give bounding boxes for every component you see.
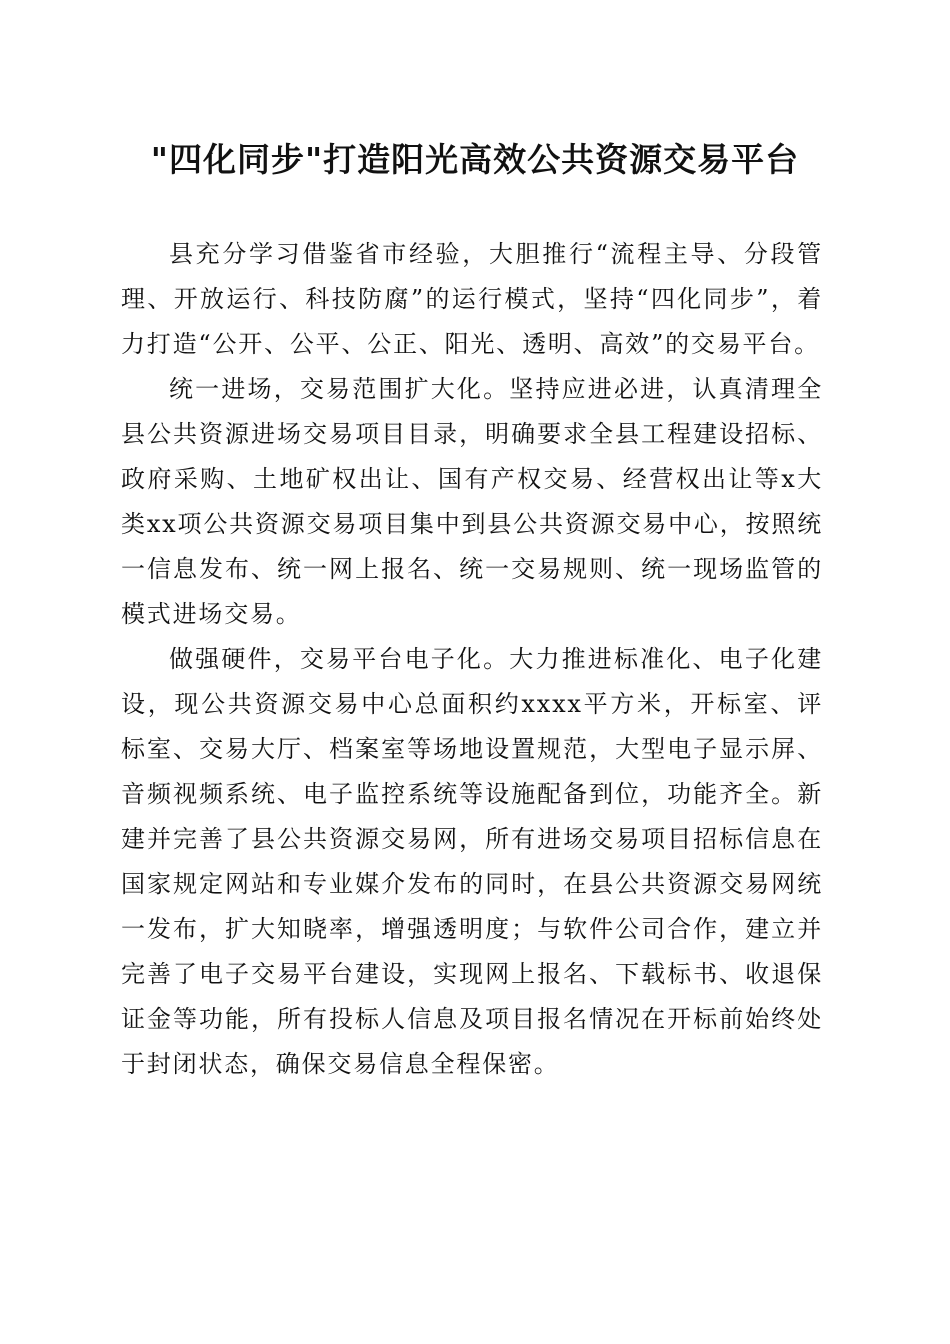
paragraph-hardware: 做强硬件，交易平台电子化。大力推进标准化、电子化建设，现公共资源交易中心总面积约xxxx平方米，开标室、评标室、交易大厅、档案室等场地设置规范，大型电子显示屏、音频视频系统、电子监控系统等设施配备到位，功能齐全。新建并完善了县公共资源交易网，所有进场交易项目招标信息在国家规定网站和专业媒介发布的同时，在县公共资源交易网统一发布，扩大知晓率，增强透明度；与软件公司合作，建立并完善了电子交易平台建设，实现网上报名、下载标书、收退保证金等功能，所有投标人信息及项目报名情况在开标前始终处于封闭状态，确保交易信息全程保密。	[121, 645, 823, 1078]
document-body	[121, 232, 823, 1087]
paragraph-unified-entry: 统一进场，交易范围扩大化。坚持应进必进，认真清理全县公共资源进场交易项目目录，明确要求全县工程建设招标、政府采购、土地矿权出让、国有产权交易、经营权出让等x大类xx项公共资源交易项目集中到县公共资源交易中心，按照统一信息发布、统一网上报名、统一交易规则、统一现场监管的模式进场交易。	[121, 375, 823, 628]
document-title: "四化同步"打造阳光高效公共资源交易平台	[150, 140, 800, 179]
paragraph-intro: 县充分学习借鉴省市经验，大胆推行“流程主导、分段管理、开放运行、科技防腐”的运行模式，坚持“四化同步”，着力打造“公开、公平、公正、阳光、透明、高效”的交易平台。	[121, 240, 823, 358]
